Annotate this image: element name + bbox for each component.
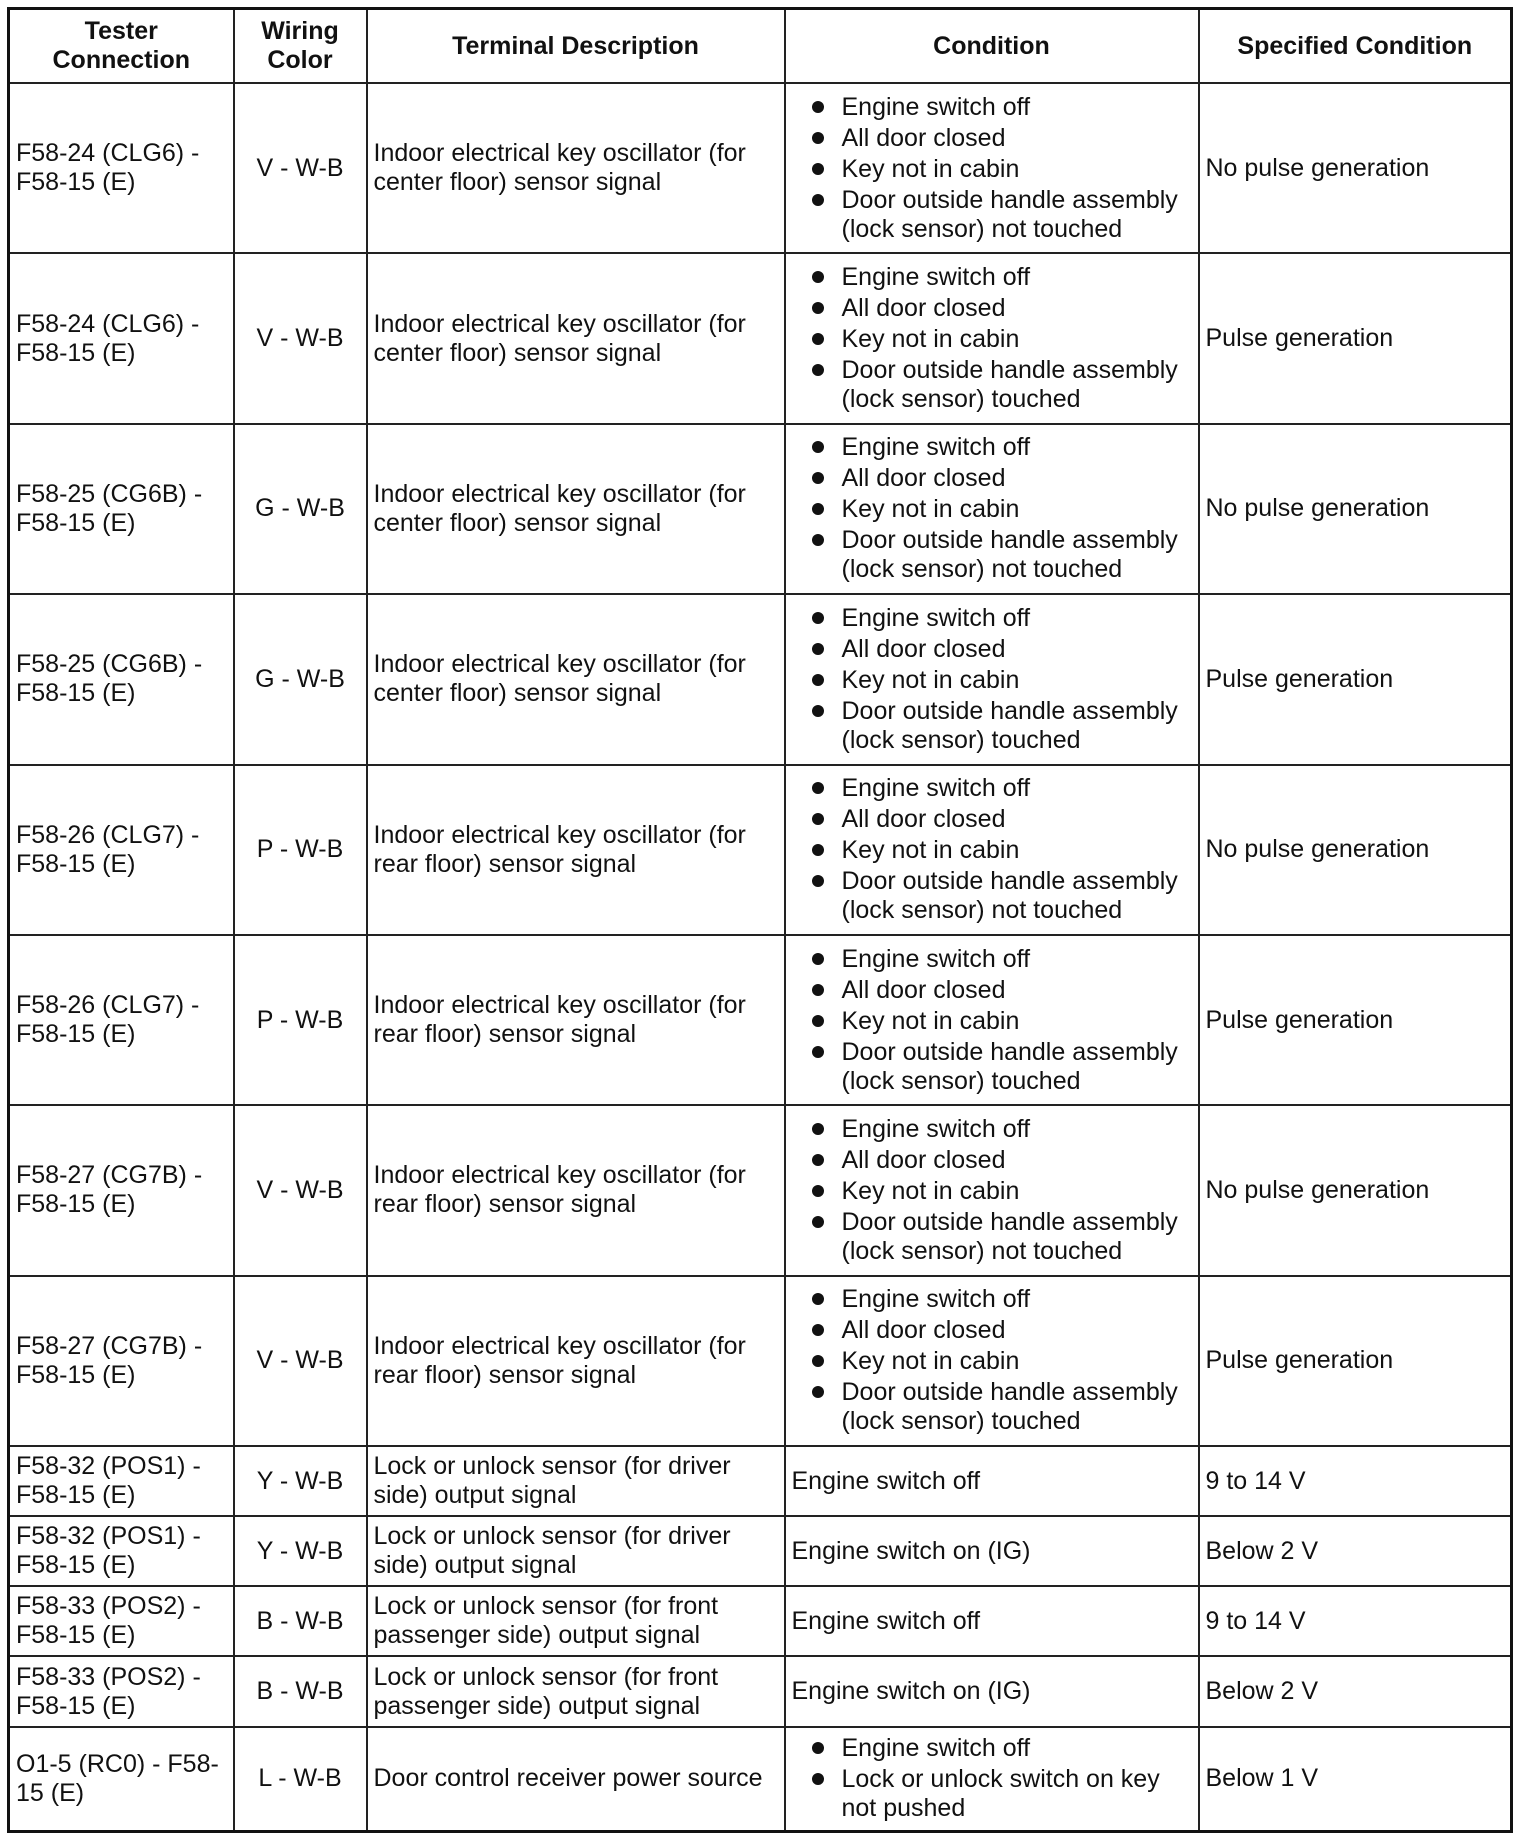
tester-connection-cell: F58-25 (CG6B) - F58-15 (E) <box>9 424 234 594</box>
tester-connection-cell: F58-27 (CG7B) - F58-15 (E) <box>9 1105 234 1275</box>
condition-item: Door outside handle assembly (lock sensor) not touched <box>842 525 1192 585</box>
condition-item: All door closed <box>842 804 1192 835</box>
specified-condition-cell: No pulse generation <box>1199 1105 1512 1275</box>
condition-item: All door closed <box>842 975 1192 1006</box>
table-row <box>9 253 1512 423</box>
condition-list <box>792 92 1192 245</box>
table-row <box>9 1656 1512 1726</box>
tester-connection-cell: O1-5 (RC0) - F58-15 (E) <box>9 1727 234 1832</box>
condition-item: All door closed <box>842 1315 1192 1346</box>
tester-connection-cell: F58-24 (CLG6) - F58-15 (E) <box>9 83 234 253</box>
condition-cell <box>785 83 1199 253</box>
condition-item: Engine switch off <box>842 92 1192 123</box>
header-row <box>9 9 1512 84</box>
table-row <box>9 83 1512 253</box>
header-tester-connection: Tester Connection <box>9 9 234 84</box>
condition-item: All door closed <box>842 463 1192 494</box>
tester-connection-cell: F58-32 (POS1) - F58-15 (E) <box>9 1446 234 1516</box>
table-row <box>9 1586 1512 1656</box>
header-terminal-description: Terminal Description <box>367 9 785 84</box>
terminal-description-cell: Indoor electrical key oscillator (for center floor) sensor signal <box>367 83 785 253</box>
condition-item: Key not in cabin <box>842 1006 1192 1037</box>
specified-condition-cell: Below 2 V <box>1199 1656 1512 1726</box>
wiring-color-cell: B - W-B <box>234 1586 367 1656</box>
header-condition: Condition <box>785 9 1199 84</box>
condition-item: Engine switch off <box>842 432 1192 463</box>
table-row <box>9 1516 1512 1586</box>
condition-list <box>792 262 1192 415</box>
condition-item: All door closed <box>842 634 1192 665</box>
condition-cell <box>785 253 1199 423</box>
condition-item: Key not in cabin <box>842 835 1192 866</box>
terminal-description-cell: Indoor electrical key oscillator (for center floor) sensor signal <box>367 424 785 594</box>
condition-item: Engine switch off <box>842 1284 1192 1315</box>
condition-cell <box>785 1727 1199 1832</box>
header-wiring-color: Wiring Color <box>234 9 367 84</box>
tester-connection-cell: F58-26 (CLG7) - F58-15 (E) <box>9 935 234 1105</box>
condition-item: Door outside handle assembly (lock sensor) not touched <box>842 185 1192 245</box>
header-specified-condition: Specified Condition <box>1199 9 1512 84</box>
condition-item: Door outside handle assembly (lock sensor) touched <box>842 696 1192 756</box>
condition-item: Door outside handle assembly (lock sensor) touched <box>842 355 1192 415</box>
terminal-description-cell: Lock or unlock sensor (for driver side) output signal <box>367 1446 785 1516</box>
condition-cell <box>785 1446 1199 1516</box>
terminal-description-cell: Indoor electrical key oscillator (for center floor) sensor signal <box>367 253 785 423</box>
wiring-color-cell: G - W-B <box>234 424 367 594</box>
table-header <box>9 9 1512 84</box>
condition-text: Engine switch off <box>791 1606 981 1635</box>
condition-item: Door outside handle assembly (lock sensor) not touched <box>842 1207 1192 1267</box>
wiring-color-cell: P - W-B <box>234 765 367 935</box>
terminal-description-cell: Lock or unlock sensor (for front passenger side) output signal <box>367 1586 785 1656</box>
condition-item: Engine switch off <box>842 1733 1192 1764</box>
terminal-description-cell: Lock or unlock sensor (for driver side) output signal <box>367 1516 785 1586</box>
condition-item: Door outside handle assembly (lock sensor) touched <box>842 1037 1192 1097</box>
tester-connection-cell: F58-33 (POS2) - F58-15 (E) <box>9 1656 234 1726</box>
wiring-color-cell: V - W-B <box>234 1276 367 1446</box>
condition-list <box>792 773 1192 926</box>
terminal-description-cell: Indoor electrical key oscillator (for rear floor) sensor signal <box>367 765 785 935</box>
table-row <box>9 1446 1512 1516</box>
condition-item: Engine switch off <box>842 603 1192 634</box>
condition-item: All door closed <box>842 293 1192 324</box>
wiring-color-cell: L - W-B <box>234 1727 367 1832</box>
specified-condition-cell: Below 2 V <box>1199 1516 1512 1586</box>
condition-item: Door outside handle assembly (lock sensor) touched <box>842 1377 1192 1437</box>
condition-item: All door closed <box>842 123 1192 154</box>
wiring-color-cell: V - W-B <box>234 1105 367 1275</box>
specified-condition-cell: No pulse generation <box>1199 424 1512 594</box>
condition-item: Key not in cabin <box>842 154 1192 185</box>
table-body <box>9 83 1512 1832</box>
specified-condition-cell: No pulse generation <box>1199 765 1512 935</box>
condition-item: Key not in cabin <box>842 1346 1192 1377</box>
terminal-description-cell: Door control receiver power source <box>367 1727 785 1832</box>
condition-item: Lock or unlock switch on key not pushed <box>842 1764 1192 1824</box>
condition-list <box>792 432 1192 585</box>
condition-item: Engine switch off <box>842 944 1192 975</box>
wiring-color-cell: V - W-B <box>234 83 367 253</box>
terminal-description-cell: Indoor electrical key oscillator (for rear floor) sensor signal <box>367 935 785 1105</box>
condition-item: Key not in cabin <box>842 324 1192 355</box>
condition-text: Engine switch on (IG) <box>791 1536 1031 1565</box>
tester-connection-cell: F58-26 (CLG7) - F58-15 (E) <box>9 765 234 935</box>
condition-cell <box>785 1276 1199 1446</box>
wiring-color-cell: Y - W-B <box>234 1446 367 1516</box>
table-row <box>9 765 1512 935</box>
condition-cell <box>785 765 1199 935</box>
specified-condition-cell: Pulse generation <box>1199 935 1512 1105</box>
condition-cell <box>785 935 1199 1105</box>
specified-condition-cell: Pulse generation <box>1199 1276 1512 1446</box>
condition-item: All door closed <box>842 1145 1192 1176</box>
tester-connection-cell: F58-25 (CG6B) - F58-15 (E) <box>9 594 234 764</box>
terminal-spec-table <box>7 7 1513 1833</box>
condition-list <box>792 944 1192 1097</box>
terminal-description-cell: Indoor electrical key oscillator (for rear floor) sensor signal <box>367 1276 785 1446</box>
terminal-description-cell: Lock or unlock sensor (for front passenger side) output signal <box>367 1656 785 1726</box>
condition-cell <box>785 424 1199 594</box>
condition-item: Engine switch off <box>842 773 1192 804</box>
wiring-color-cell: B - W-B <box>234 1656 367 1726</box>
condition-list <box>792 1114 1192 1267</box>
condition-cell <box>785 1586 1199 1656</box>
condition-cell <box>785 594 1199 764</box>
terminal-description-cell: Indoor electrical key oscillator (for rear floor) sensor signal <box>367 1105 785 1275</box>
condition-item: Key not in cabin <box>842 494 1192 525</box>
condition-cell <box>785 1516 1199 1586</box>
terminal-description-cell: Indoor electrical key oscillator (for center floor) sensor signal <box>367 594 785 764</box>
table-row <box>9 424 1512 594</box>
condition-text: Engine switch off <box>791 1466 981 1495</box>
condition-text: Engine switch on (IG) <box>791 1677 1031 1706</box>
table-row <box>9 594 1512 764</box>
condition-item: Key not in cabin <box>842 665 1192 696</box>
specified-condition-cell: Pulse generation <box>1199 253 1512 423</box>
tester-connection-cell: F58-27 (CG7B) - F58-15 (E) <box>9 1276 234 1446</box>
table-row <box>9 1276 1512 1446</box>
tester-connection-cell: F58-33 (POS2) - F58-15 (E) <box>9 1586 234 1656</box>
condition-cell <box>785 1656 1199 1726</box>
tester-connection-cell: F58-24 (CLG6) - F58-15 (E) <box>9 253 234 423</box>
wiring-color-cell: Y - W-B <box>234 1516 367 1586</box>
wiring-color-cell: P - W-B <box>234 935 367 1105</box>
specified-condition-cell: Pulse generation <box>1199 594 1512 764</box>
table-row <box>9 1727 1512 1832</box>
tester-connection-cell: F58-32 (POS1) - F58-15 (E) <box>9 1516 234 1586</box>
specified-condition-cell: 9 to 14 V <box>1199 1446 1512 1516</box>
condition-item: Engine switch off <box>842 1114 1192 1145</box>
specified-condition-cell: No pulse generation <box>1199 83 1512 253</box>
condition-list <box>792 1284 1192 1437</box>
condition-item: Door outside handle assembly (lock sensor) not touched <box>842 866 1192 926</box>
specified-condition-cell: 9 to 14 V <box>1199 1586 1512 1656</box>
condition-item: Engine switch off <box>842 262 1192 293</box>
specified-condition-cell: Below 1 V <box>1199 1727 1512 1832</box>
condition-list <box>792 1733 1192 1824</box>
wiring-color-cell: V - W-B <box>234 253 367 423</box>
condition-cell <box>785 1105 1199 1275</box>
table-row <box>9 935 1512 1105</box>
condition-item: Key not in cabin <box>842 1176 1192 1207</box>
wiring-color-cell: G - W-B <box>234 594 367 764</box>
condition-list <box>792 603 1192 756</box>
table-row <box>9 1105 1512 1275</box>
